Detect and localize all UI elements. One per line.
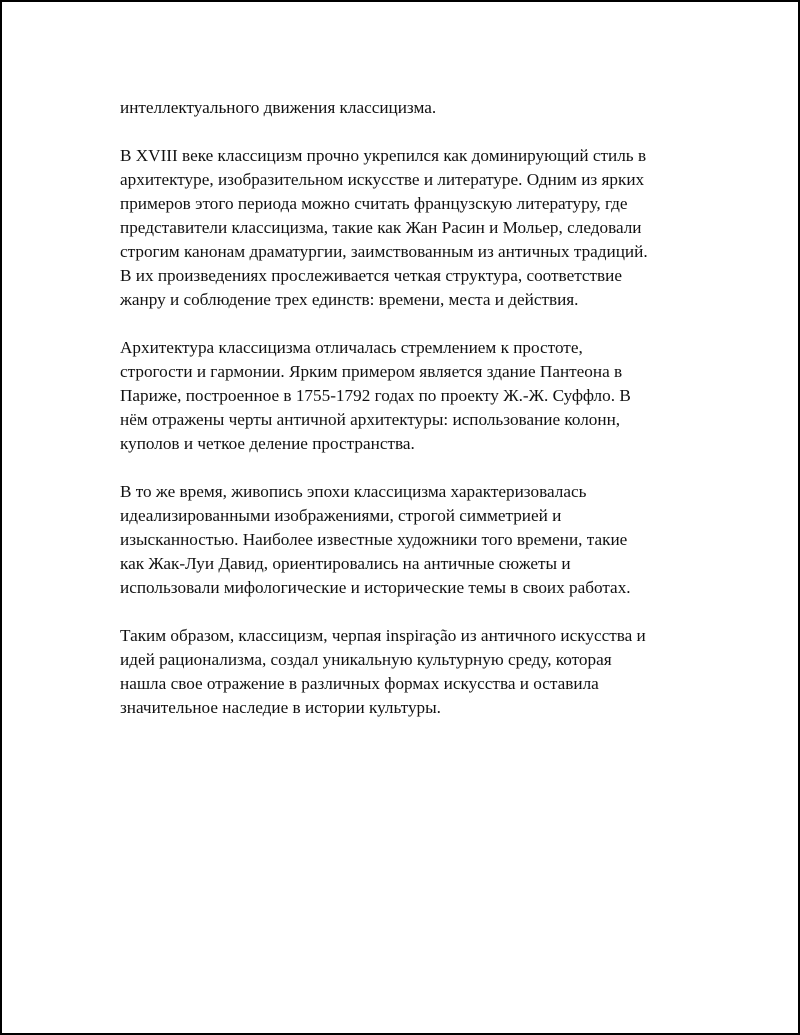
text-line: нём отражены черты античной архитектуры: использование колонн, [120, 410, 621, 429]
text-line: В их произведениях прослеживается четкая структура, соответствие [120, 266, 623, 285]
paragraph-1 [120, 96, 700, 120]
text-line: В XVIII веке классицизм прочно укрепился как доминирующий стиль в [120, 146, 647, 165]
text-line: примеров этого периода можно считать французскую литературу, где [120, 194, 628, 213]
paragraph-2 [120, 144, 700, 312]
text-line: строгости и гармонии. Ярким примером является здание Пантеона в [120, 362, 623, 381]
text-line: использовали мифологические и исторические темы в своих работах. [120, 578, 631, 597]
text-line: В то же время, живопись эпохи классицизма характеризовалась [120, 482, 587, 501]
text-line: архитектуре, изобразительном искусстве и литературе. Одним из ярких [120, 170, 645, 189]
text-line: Париже, построенное в 1755-1792 годах по проекту Ж.-Ж. Суффло. В [120, 386, 631, 405]
text-line: идеализированными изображениями, строгой симметрией и [120, 506, 562, 525]
text-line: представители классицизма, такие как Жан Расин и Мольер, следовали [120, 218, 642, 237]
text-line: идей рационализма, создал уникальную культурную среду, которая [120, 650, 612, 669]
text-line: интеллектуального движения классицизма. [120, 98, 437, 117]
text-line: нашла свое отражение в различных формах искусства и оставила [120, 674, 599, 693]
paragraph-5 [120, 624, 700, 720]
text-line: Таким образом, классицизм, черпая inspiração из античного искусства и [120, 626, 646, 645]
text-line: изысканностью. Наиболее известные художники того времени, такие [120, 530, 628, 549]
text-line: жанру и соблюдение трех единств: времени, места и действия. [120, 290, 579, 309]
text-line: куполов и четкое деление пространства. [120, 434, 415, 453]
text-line: как Жак-Луи Давид, ориентировались на античные сюжеты и [120, 554, 571, 573]
document-body [120, 96, 700, 744]
text-line: Архитектура классицизма отличалась стремлением к простоте, [120, 338, 583, 357]
text-line: строгим канонам драматургии, заимствованным из античных традиций. [120, 242, 648, 261]
paragraph-3 [120, 336, 700, 456]
paragraph-4 [120, 480, 700, 600]
text-line: значительное наследие в истории культуры. [120, 698, 441, 717]
